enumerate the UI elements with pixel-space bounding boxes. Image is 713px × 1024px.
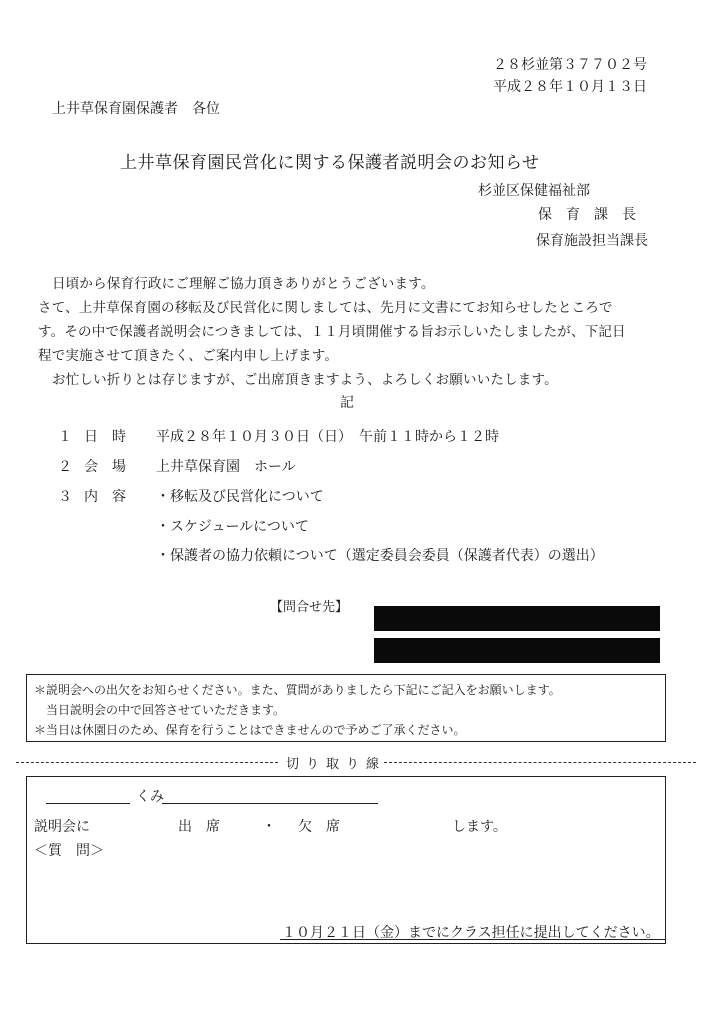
item3-value-3: ・保護者の協力依頼について（選定委員会委員（保護者代表）の選出） xyxy=(156,548,604,564)
item2-number: ２ xyxy=(58,459,72,475)
ki-heading: 記 xyxy=(340,395,354,411)
cut-line-right xyxy=(384,762,696,763)
body-line-5: お忙しい折りとは存じますが、ご出席頂きますよう、よろしくお願いいたします。 xyxy=(52,372,558,388)
question-area[interactable] xyxy=(34,864,654,916)
item1-label: 日時 xyxy=(84,429,140,445)
notice-line-3: ＊当日は休園日のため、保育を行うことはできませんので予めご了承ください。 xyxy=(34,723,466,737)
item1-value: 平成２８年１０月３０日（日） 午前１１時から１２時 xyxy=(156,429,499,445)
child-name-blank[interactable] xyxy=(162,803,378,804)
item2-value: 上井草保育園 ホール xyxy=(156,459,296,475)
attendance-prefix: 説明会に xyxy=(34,819,90,835)
sender-section-chief: 保育課長 xyxy=(538,207,650,223)
body-line-1: 日頃から保育行政にご理解ご協力頂きありがとうございます。 xyxy=(52,276,435,292)
cut-line-label: 切り取り線 xyxy=(286,757,387,772)
notice-line-1: ＊説明会への出欠をお知らせください。また、質問がありましたら下記にご記入をお願いします。 xyxy=(34,683,561,697)
body-line-2: さて、上井草保育園の移転及び民営化に関しましては、先月に文書にてお知らせしたところで xyxy=(38,300,613,316)
deadline-underline xyxy=(280,939,666,940)
item3-value-1: ・移転及び民営化について xyxy=(156,489,324,505)
redacted-contact-line-2 xyxy=(374,638,660,663)
cut-line-left xyxy=(16,762,278,763)
document-number: ２８杉並第３７７０２号 xyxy=(493,57,647,73)
sender-department: 杉並区保健福祉部 xyxy=(478,183,590,199)
document-title: 上井草保育園民営化に関する保護者説明会のお知らせ xyxy=(120,153,540,173)
body-line-4: 程で実施させて頂きたく、ご案内申し上げます。 xyxy=(38,348,339,364)
class-suffix: くみ xyxy=(136,789,164,805)
recipient: 上井草保育園保護者 各位 xyxy=(52,101,220,117)
sender-facility-chief: 保育施設担当課長 xyxy=(536,233,648,249)
question-label: ＜質 問＞ xyxy=(34,843,104,859)
submission-deadline: １０月２１日（金）までにクラス担任に提出してください。 xyxy=(282,925,660,941)
contact-label: 【問合せ先】 xyxy=(270,600,349,615)
redacted-contact-line-1 xyxy=(374,606,660,631)
item1-number: １ xyxy=(58,429,72,445)
body-line-3: す。その中で保護者説明会につきましては、１１月頃開催する旨お示しいたしましたが、下記日 xyxy=(38,324,626,340)
attendance-suffix: します。 xyxy=(452,819,507,835)
return-form-box xyxy=(26,776,666,944)
item3-label: 内容 xyxy=(84,489,140,505)
issue-date: 平成２８年１０月１３日 xyxy=(493,79,647,95)
attend-option[interactable]: 出席 xyxy=(178,819,234,835)
absent-option[interactable]: 欠席 xyxy=(298,819,354,835)
notice-line-2: 当日説明会の中で回答させていただきます。 xyxy=(46,703,286,717)
item3-value-2: ・スケジュールについて xyxy=(156,519,309,535)
item2-label: 会場 xyxy=(84,459,140,475)
class-name-blank[interactable] xyxy=(46,803,130,804)
option-separator: ・ xyxy=(262,819,276,835)
item3-number: ３ xyxy=(58,489,72,505)
